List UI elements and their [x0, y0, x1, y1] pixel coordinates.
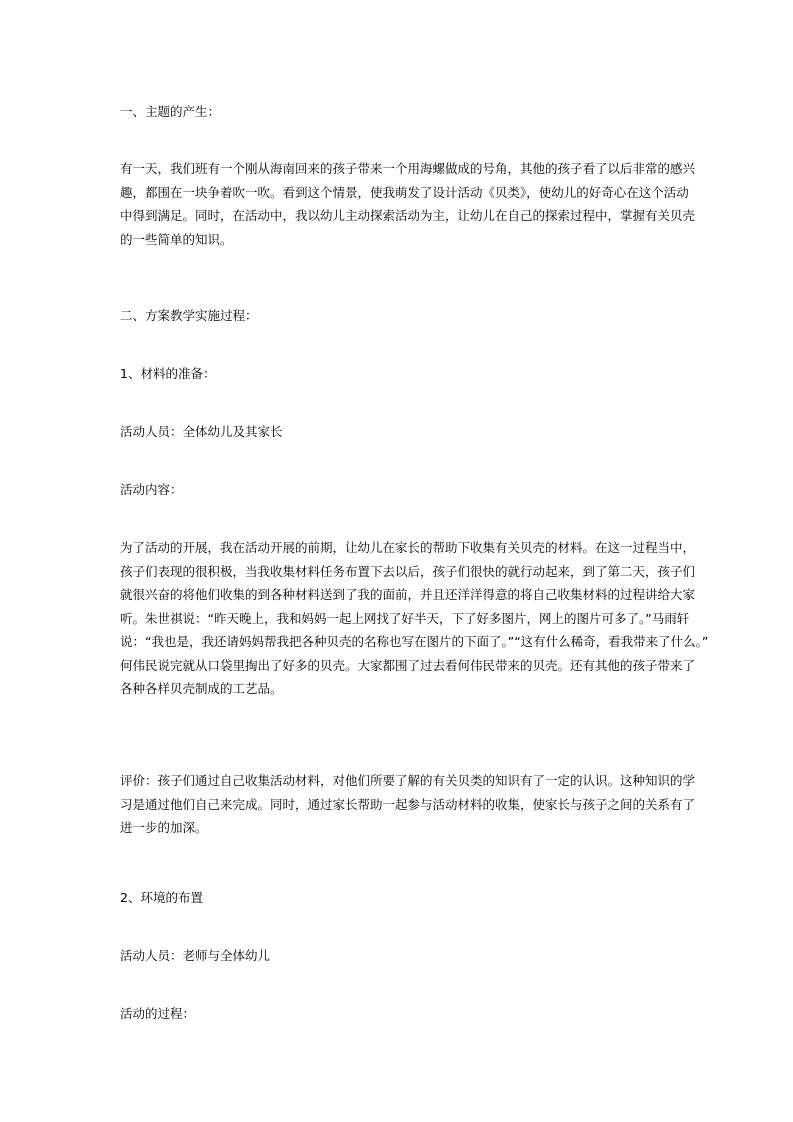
content-line: 各种各样贝壳制成的工艺品。 [120, 681, 283, 696]
process-label: 活动的过程： [120, 1006, 196, 1021]
evaluation-line: 习是通过他们自己来完成。同时，通过家长帮助一起参与活动材料的收集，使家长与孩子之间的关系有了 [120, 796, 696, 812]
intro-line: 的一些简单的知识。 [120, 231, 233, 247]
content-line: 孩子们表现的很积极，当我收集材料任务布置下去以后，孩子们很快的就行动起来，到了第二天，孩子们 [120, 563, 696, 579]
intro-line: 趣，都围在一块争着吹一吹。看到这个情景，使我萌发了设计活动《贝类》，使幼儿的好奇心在这个活动 [120, 184, 689, 200]
evaluation-line: 进一步的加深。 [120, 820, 208, 835]
content-line: 就很兴奋的将他们收集的到各种材料送到了我的面前，并且还洋洋得意的将自己收集材料的过程讲给大家 [120, 587, 696, 602]
intro-line: 中得到满足。同时，在活动中，我以幼儿主动探索活动为主，让幼儿在自己的探索过程中，掌握有关贝壳 [120, 208, 696, 223]
heading-materials: 1、材料的准备： [120, 366, 216, 381]
content-paragraph [120, 536, 709, 701]
content-line: 何伟民说完就从口袋里掏出了好多的贝壳。大家都围了过去看何伟民带来的贝壳。还有其他的孩子带来了 [120, 657, 696, 673]
heading-process: 二、方案教学实施过程： [120, 308, 258, 323]
participants-1: 活动人员：全体幼儿及其家长 [120, 424, 283, 439]
intro-paragraph [120, 157, 696, 251]
content-line: 听。朱世祺说：“昨天晚上，我和妈妈一起上网找了好半天，下了好多图片，网上的图片可多了。”马雨轩 [120, 610, 690, 626]
heading-theme: 一、主题的产生： [120, 104, 221, 119]
content-line: 为了活动的开展，我在活动开展的前期，让幼儿在家长的帮助下收集有关贝壳的材料。在这一过程当中， [120, 540, 696, 555]
content-line: 说：“我也是，我还请妈妈帮我把各种贝壳的名称也写在图片的下面了。”“这有什么稀奇，看我带来了什么。” [120, 634, 709, 649]
content-label: 活动内容： [120, 482, 183, 497]
participants-2: 活动人员：老师与全体幼儿 [120, 948, 271, 963]
heading-environment: 2、环境的布置 [120, 890, 203, 905]
evaluation-paragraph [120, 769, 696, 840]
evaluation-line: 评价：孩子们通过自己收集活动材料，对他们所要了解的有关贝类的知识有了一定的认识。这种知识的学 [120, 773, 696, 788]
intro-line: 有一天，我们班有一个刚从海南回来的孩子带来一个用海螺做成的号角，其他的孩子看了以后非常的感兴 [120, 161, 696, 176]
